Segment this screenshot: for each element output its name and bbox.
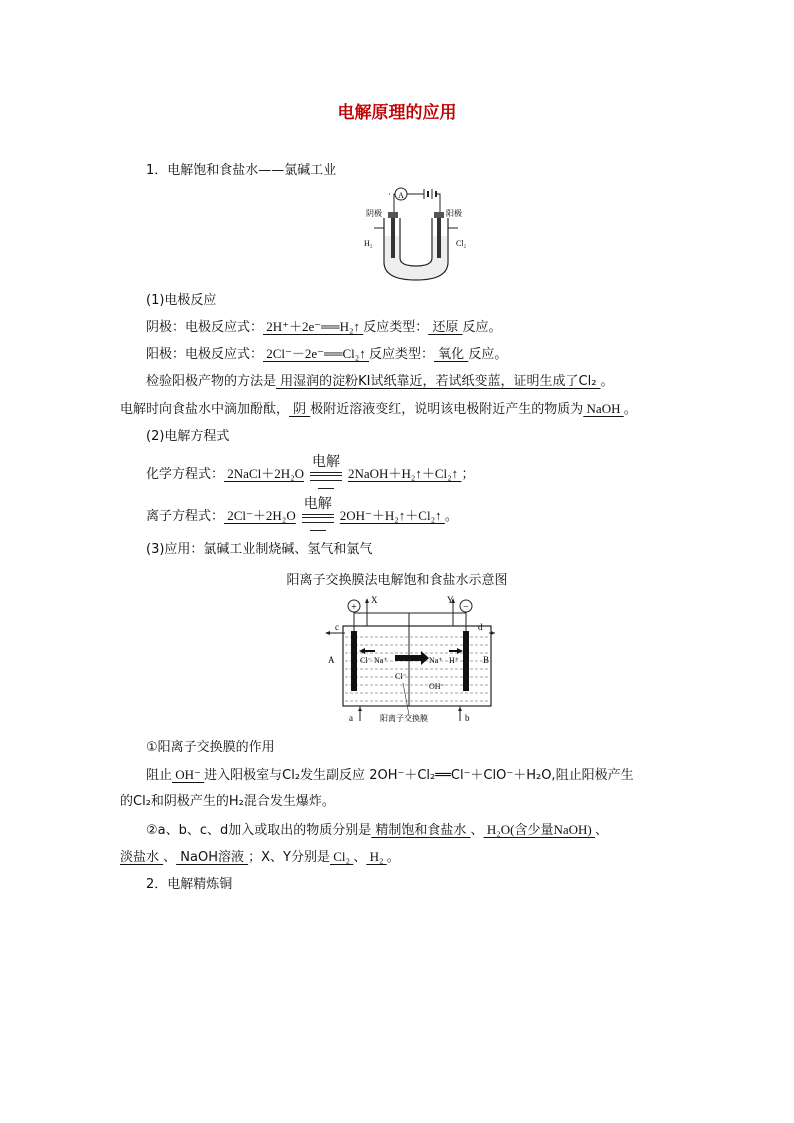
indicator-answer-substance: NaOH bbox=[583, 401, 624, 416]
cathode-reaction-line bbox=[146, 318, 502, 337]
substances-line-2 bbox=[120, 848, 400, 867]
anode-equation: 2Cl⁻－2e⁻══Cl₂↑ bbox=[263, 346, 370, 361]
cathode-prefix: 阴极：电极反应式： bbox=[146, 320, 264, 335]
membrane-role-line-2: 的Cl₂和阴极产生的H₂混合发生爆炸。 bbox=[120, 794, 335, 809]
h2-label: H₂ bbox=[364, 239, 373, 248]
page-title: 电解原理的应用 bbox=[337, 103, 457, 123]
blocked-ion-answer: OH⁻ bbox=[172, 767, 205, 782]
test-answer: 用湿润的淀粉KI试纸靠近，若试纸变蓝，证明生成了Cl₂ bbox=[276, 374, 601, 389]
section-2-heading: 2．电解精炼铜 bbox=[146, 877, 233, 892]
chem-end: ； bbox=[461, 467, 475, 482]
anode-reaction-line bbox=[146, 345, 507, 364]
ion-na-anode: Na⁺ bbox=[374, 656, 388, 665]
ion-end: 。 bbox=[444, 509, 458, 524]
section-1-heading: 1．电解饱和食盐水——氯碱工业 bbox=[146, 163, 337, 178]
cathode-label: 阴极 bbox=[366, 209, 382, 218]
ion-na-cathode: Na⁺ bbox=[429, 656, 443, 665]
electrolysis-condition-2: 电解 bbox=[300, 508, 336, 526]
indicator-end: 。 bbox=[623, 402, 637, 417]
sep-4: 、 bbox=[353, 850, 367, 865]
u-tube-electrolysis-diagram bbox=[364, 184, 474, 284]
minus-terminal: − bbox=[463, 602, 469, 613]
cathode-b-label: B bbox=[483, 655, 490, 665]
x-outlet-label: X bbox=[371, 595, 378, 605]
test-prefix: 检验阳极产物的方法是 bbox=[146, 374, 277, 389]
cathode-equation: 2H⁺＋2e⁻══H₂↑ bbox=[263, 319, 364, 334]
indicator-line bbox=[120, 400, 637, 419]
xy-prefix: ；X、Y分别是 bbox=[248, 850, 330, 865]
y-answer: H₂ bbox=[366, 849, 387, 864]
figure-2-caption: 阳离子交换膜法电解饱和食盐水示意图 bbox=[286, 573, 508, 588]
a-inlet-label: a bbox=[349, 713, 353, 723]
ion-lhs: 2Cl⁻＋2H₂O bbox=[224, 508, 296, 523]
electrolysis-condition: 电解 bbox=[308, 466, 344, 484]
y-outlet-label: Y bbox=[447, 595, 454, 605]
ammeter-label: A bbox=[398, 191, 404, 200]
chem-prefix: 化学方程式： bbox=[146, 467, 225, 482]
ion-h-cathode: H⁺ bbox=[449, 656, 459, 665]
membrane-cell-diagram bbox=[325, 593, 495, 728]
d-label: d bbox=[478, 622, 483, 632]
substances-prefix: ②a、b、c、d加入或取出的物质分别是 bbox=[146, 823, 372, 838]
block-rest: 进入阳极室与Cl₂发生副反应 2OH⁻＋Cl₂══Cl⁻＋ClO⁻＋H₂O,阻止阳极产生 bbox=[204, 768, 634, 783]
plus-terminal: + bbox=[351, 602, 357, 613]
cathode-type-prefix: 反应类型： bbox=[363, 320, 429, 335]
chem-rhs: 2NaOH＋H₂↑＋Cl₂↑ bbox=[348, 466, 462, 481]
cathode-type: 还原 bbox=[428, 320, 463, 335]
membrane-label: 阳离子交换膜 bbox=[380, 714, 428, 723]
substance-d-answer: NaOH溶液 bbox=[176, 850, 249, 865]
anode-prefix: 阳极：电极反应式： bbox=[146, 347, 264, 362]
substances-line-1 bbox=[146, 821, 608, 840]
cl2-label: Cl₂ bbox=[456, 239, 467, 248]
ion-oh: OH⁻ bbox=[429, 682, 445, 691]
anode-test-line bbox=[146, 373, 614, 391]
anode-label: 阳极 bbox=[446, 209, 462, 218]
application-heading: (3)应用：氯碱工业制烧碱、氢气和氯气 bbox=[146, 542, 373, 557]
membrane-role-heading: ①阳离子交换膜的作用 bbox=[146, 740, 275, 755]
substance-a-answer: 精制饱和食盐水 bbox=[371, 823, 471, 838]
anode-type: 氧化 bbox=[434, 347, 469, 362]
sep-1: 、 bbox=[470, 823, 484, 838]
chem-lhs: 2NaCl＋2H₂O bbox=[224, 466, 305, 481]
sep-3: 、 bbox=[163, 850, 177, 865]
ion-prefix: 离子方程式： bbox=[146, 509, 225, 524]
indicator-answer-electrode: 阴 bbox=[289, 402, 311, 417]
anode-a-label: A bbox=[328, 655, 335, 665]
sep-2: 、 bbox=[594, 823, 608, 838]
membrane-role-line-1 bbox=[146, 766, 634, 785]
cathode-end: 反应。 bbox=[462, 320, 502, 335]
block-prefix: 阻止 bbox=[146, 768, 173, 783]
substance-b-answer: H₂O(含少量NaOH) bbox=[483, 822, 595, 837]
ionic-equation-line bbox=[146, 495, 458, 526]
xy-end: 。 bbox=[386, 850, 400, 865]
substance-c-answer: 淡盐水 bbox=[120, 850, 164, 865]
anode-type-prefix: 反应类型： bbox=[369, 347, 435, 362]
c-label: c bbox=[335, 622, 339, 632]
anode-end: 反应。 bbox=[468, 347, 508, 362]
equation-heading: (2)电解方程式 bbox=[146, 429, 230, 444]
ion-cl-center: Cl⁻ bbox=[395, 672, 407, 681]
x-answer: Cl₂ bbox=[329, 849, 354, 864]
ion-rhs: 2OH⁻＋H₂↑＋Cl₂↑ bbox=[339, 508, 445, 523]
test-end: 。 bbox=[600, 374, 614, 389]
indicator-prefix: 电解时向食盐水中滴加酚酞， bbox=[120, 402, 290, 417]
b-inlet-label: b bbox=[465, 713, 470, 723]
indicator-mid: 极附近溶液变红，说明该电极附近产生的物质为 bbox=[310, 402, 584, 417]
chemical-equation-line bbox=[146, 453, 475, 484]
electrode-reaction-heading: (1)电极反应 bbox=[146, 293, 217, 308]
ion-cl-anode: Cl⁻ bbox=[360, 656, 372, 665]
